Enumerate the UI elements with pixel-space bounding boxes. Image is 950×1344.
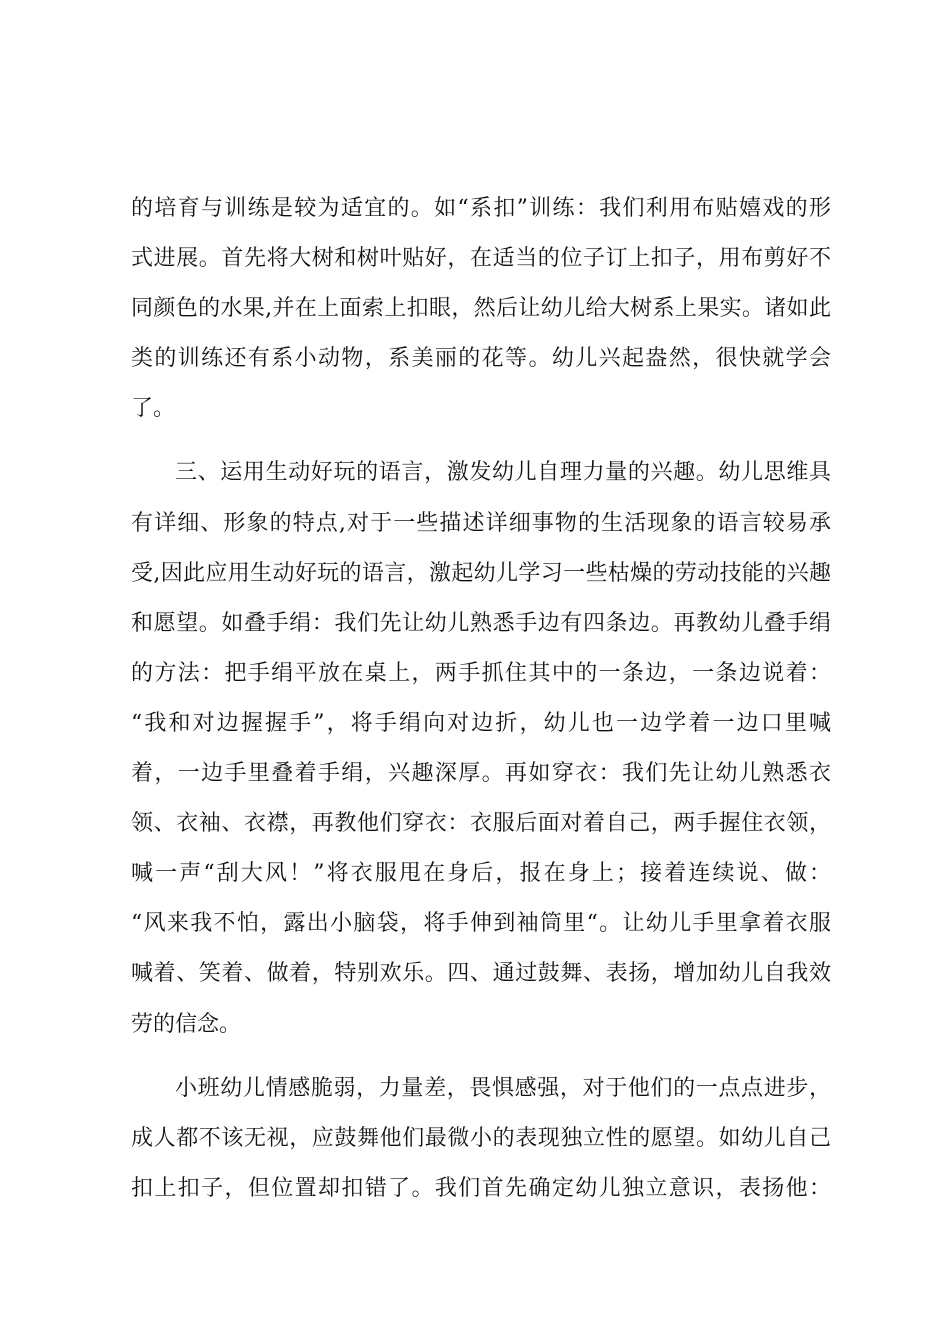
text-line: 了。 xyxy=(131,396,176,422)
text-line: 的培育与训练是较为适宜的。如“系扣”训练：我们利用布贴嬉戏的形 xyxy=(131,196,831,221)
paragraph-2 xyxy=(131,448,831,1049)
text-line: 成人都不该无视，应鼓舞他们最微小的表现独立性的愿望。如幼儿自己 xyxy=(131,1125,831,1151)
text-line: 受,因此应用生动好玩的语言，激起幼儿学习一些枯燥的劳动技能的兴趣 xyxy=(131,560,831,586)
text-line: 小班幼儿情感脆弱，力量差，畏惧感强，对于他们的一点点进步， xyxy=(175,1075,831,1101)
text-line: 同颜色的水果,并在上面索上扣眼，然后让幼儿给大树系上果实。诸如此 xyxy=(131,296,831,322)
text-line: 领、衣袖、衣襟，再教他们穿衣：衣服后面对着自己，两手握住衣领， xyxy=(131,811,831,837)
text-line: 和愿望。如叠手绢：我们先让幼儿熟悉手边有四条边。再教幼儿叠手绢 xyxy=(131,610,831,636)
paragraph-gap xyxy=(131,1050,831,1064)
text-line: 的方法：把手绢平放在桌上，两手抓住其中的一条边，一条边说着： xyxy=(131,660,831,686)
paragraph-3 xyxy=(131,1064,831,1214)
text-line: “我和对边握握手”，将手绢向对边折，幼儿也一边学着一边口里喊 xyxy=(131,710,831,736)
text-line: 扣上扣子，但位置却扣错了。我们首先确定幼儿独立意识，表扬他： xyxy=(131,1175,831,1201)
paragraph-gap xyxy=(131,434,831,448)
text-line: 着，一边手里叠着手绢，兴趣深厚。再如穿衣：我们先让幼儿熟悉衣 xyxy=(131,761,831,787)
text-line: 三、运用生动好玩的语言，激发幼儿自理力量的兴趣。幼儿思维具 xyxy=(175,460,831,486)
text-line: “风来我不怕，露出小脑袋，将手伸到袖筒里“。让幼儿手里拿着衣服 xyxy=(131,911,831,937)
paragraph-1 xyxy=(131,184,831,434)
text-line: 式进展。首先将大树和树叶贴好，在适当的位子订上扣子，用布剪好不 xyxy=(131,246,831,272)
text-line: 有详细、形象的特点,对于一些描述详细事物的生活现象的语言较易承 xyxy=(131,510,831,536)
text-line: 喊着、笑着、做着，特别欢乐。四、通过鼓舞、表扬，增加幼儿自我效 xyxy=(131,961,831,987)
text-line: 喊一声“刮大风！”将衣服甩在身后，报在身上；接着连续说、做： xyxy=(131,861,831,887)
text-line: 类的训练还有系小动物，系美丽的花等。幼儿兴起盎然，很快就学会 xyxy=(131,346,831,372)
text-line: 劳的信念。 xyxy=(131,1011,242,1037)
document-body xyxy=(131,184,831,1214)
